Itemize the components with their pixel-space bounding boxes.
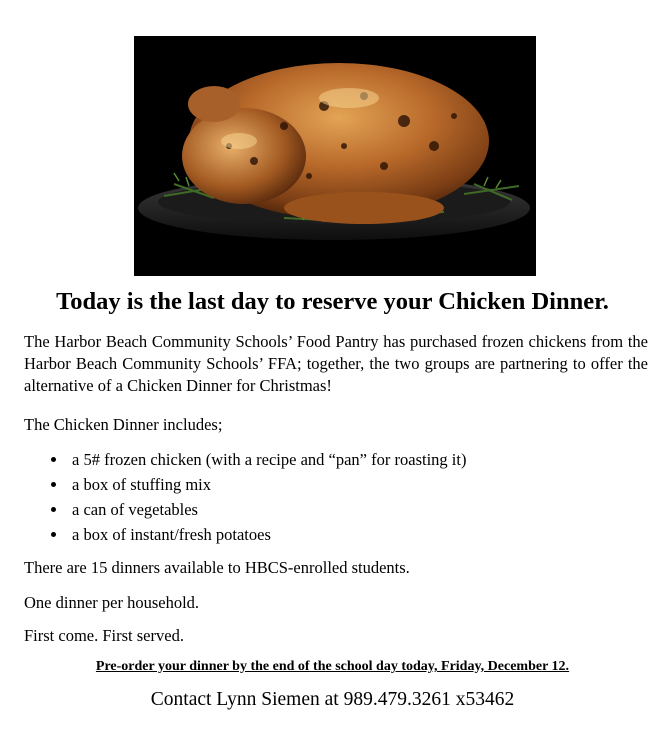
intro-paragraph: The Harbor Beach Community Schools’ Food Pantry has purchased frozen chickens from the Harbor Beach Community Schools’ FFA; together, the two groups are partnering to offer the alternative of a Chicken Dinner for Christmas! xyxy=(24,332,648,395)
roast-chicken-photo xyxy=(134,36,536,276)
headline: Today is the last day to reserve your Chicken Dinner. xyxy=(56,288,609,315)
includes-heading: The Chicken Dinner includes; xyxy=(24,415,223,434)
availability-text: There are 15 dinners available to HBCS-enrolled students. xyxy=(24,558,410,577)
contact-line: Contact Lynn Siemen at 989.479.3261 x53462 xyxy=(150,689,515,710)
first-come-text: First come. First served. xyxy=(24,626,184,645)
list-item: a can of vegetables xyxy=(50,499,630,524)
list-item: a box of instant/fresh potatoes xyxy=(50,524,630,549)
list-item: a box of stuffing mix xyxy=(50,474,630,499)
dinner-items-list xyxy=(50,449,630,549)
list-item: a 5# frozen chicken (with a recipe and “pan” for roasting it) xyxy=(50,449,630,474)
household-limit-text: One dinner per household. xyxy=(24,593,200,612)
preorder-notice: Pre-order your dinner by the end of the school day today, Friday, December 12. xyxy=(95,659,570,674)
